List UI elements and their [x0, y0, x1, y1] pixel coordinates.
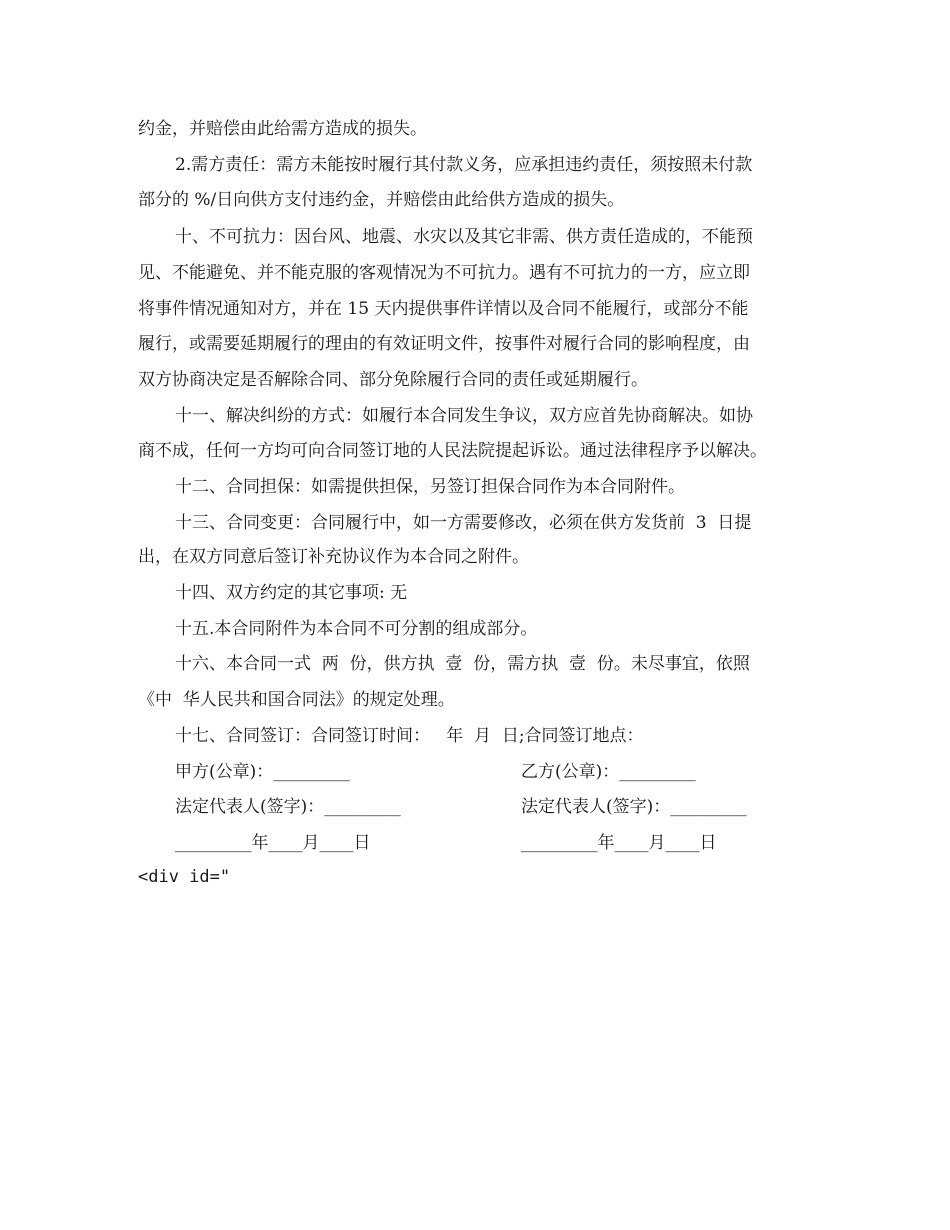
text-line-1: 约金，并赔偿由此给需方造成的损失。: [138, 119, 427, 139]
text-line-12: 十三、合同变更：合同履行中，如一方需要修改，必须在供方发货前 3 日提: [175, 513, 752, 533]
text-line-10: 商不成，任何一方均可向合同签订地的人民法院提起诉讼。通过法律程序予以解决。: [138, 441, 767, 461]
text-line-6: 将事件情况通知对方，并在 15 天内提供事件详情以及合同不能履行，或部分不能: [138, 299, 749, 319]
party-a-representative: 法定代表人(签字)：_________: [175, 797, 401, 817]
text-line-2: 2.需方责任：需方未能按时履行其付款义务，应承担违约责任，须按照未付款: [175, 155, 753, 175]
trailing-code-fragment: <div id=": [138, 867, 231, 887]
text-line-16: 十六、本合同一式 两 份，供方执 壹 份，需方执 壹 份。未尽事宜，依照: [175, 654, 750, 674]
text-line-11: 十二、合同担保：如需提供担保，另签订担保合同作为本合同附件。: [175, 477, 685, 497]
text-line-14: 十四、双方约定的其它事项: 无: [175, 583, 408, 603]
text-line-9: 十一、解决纠纷的方式：如履行本合同发生争议，双方应首先协商解决。如协: [175, 406, 753, 426]
text-line-8: 双方协商决定是否解除合同、部分免除履行合同的责任或延期履行。: [138, 370, 648, 390]
text-line-17: 《中 华人民共和国合同法》的规定处理。: [138, 690, 455, 710]
party-b-date: _________年____月____日: [521, 833, 717, 853]
text-line-7: 履行，或需要延期履行的理由的有效证明文件，按事件对履行合同的影响程度，由: [138, 334, 750, 354]
party-b-seal: 乙方(公章)：_________: [521, 762, 696, 782]
text-line-15: 十五.本合同附件为本合同不可分割的组成部分。: [175, 619, 538, 639]
party-a-date: _________年____月____日: [175, 833, 371, 853]
text-line-13: 出，在双方同意后签订补充协议作为本合同之附件。: [138, 547, 529, 567]
party-b-representative: 法定代表人(签字)：_________: [521, 797, 747, 817]
text-line-18: 十七、合同签订：合同签订时间： 年 月 日;合同签订地点：: [175, 726, 644, 746]
text-line-5: 见、不能避免、并不能克服的客观情况为不可抗力。遇有不可抗力的一方，应立即: [138, 263, 750, 283]
text-line-4: 十、不可抗力：因台风、地震、水灾以及其它非需、供方责任造成的，不能预: [175, 227, 753, 247]
party-a-seal: 甲方(公章)：_________: [175, 762, 350, 782]
text-line-3: 部分的 %/日向供方支付违约金，并赔偿由此给供方造成的损失。: [138, 190, 625, 210]
